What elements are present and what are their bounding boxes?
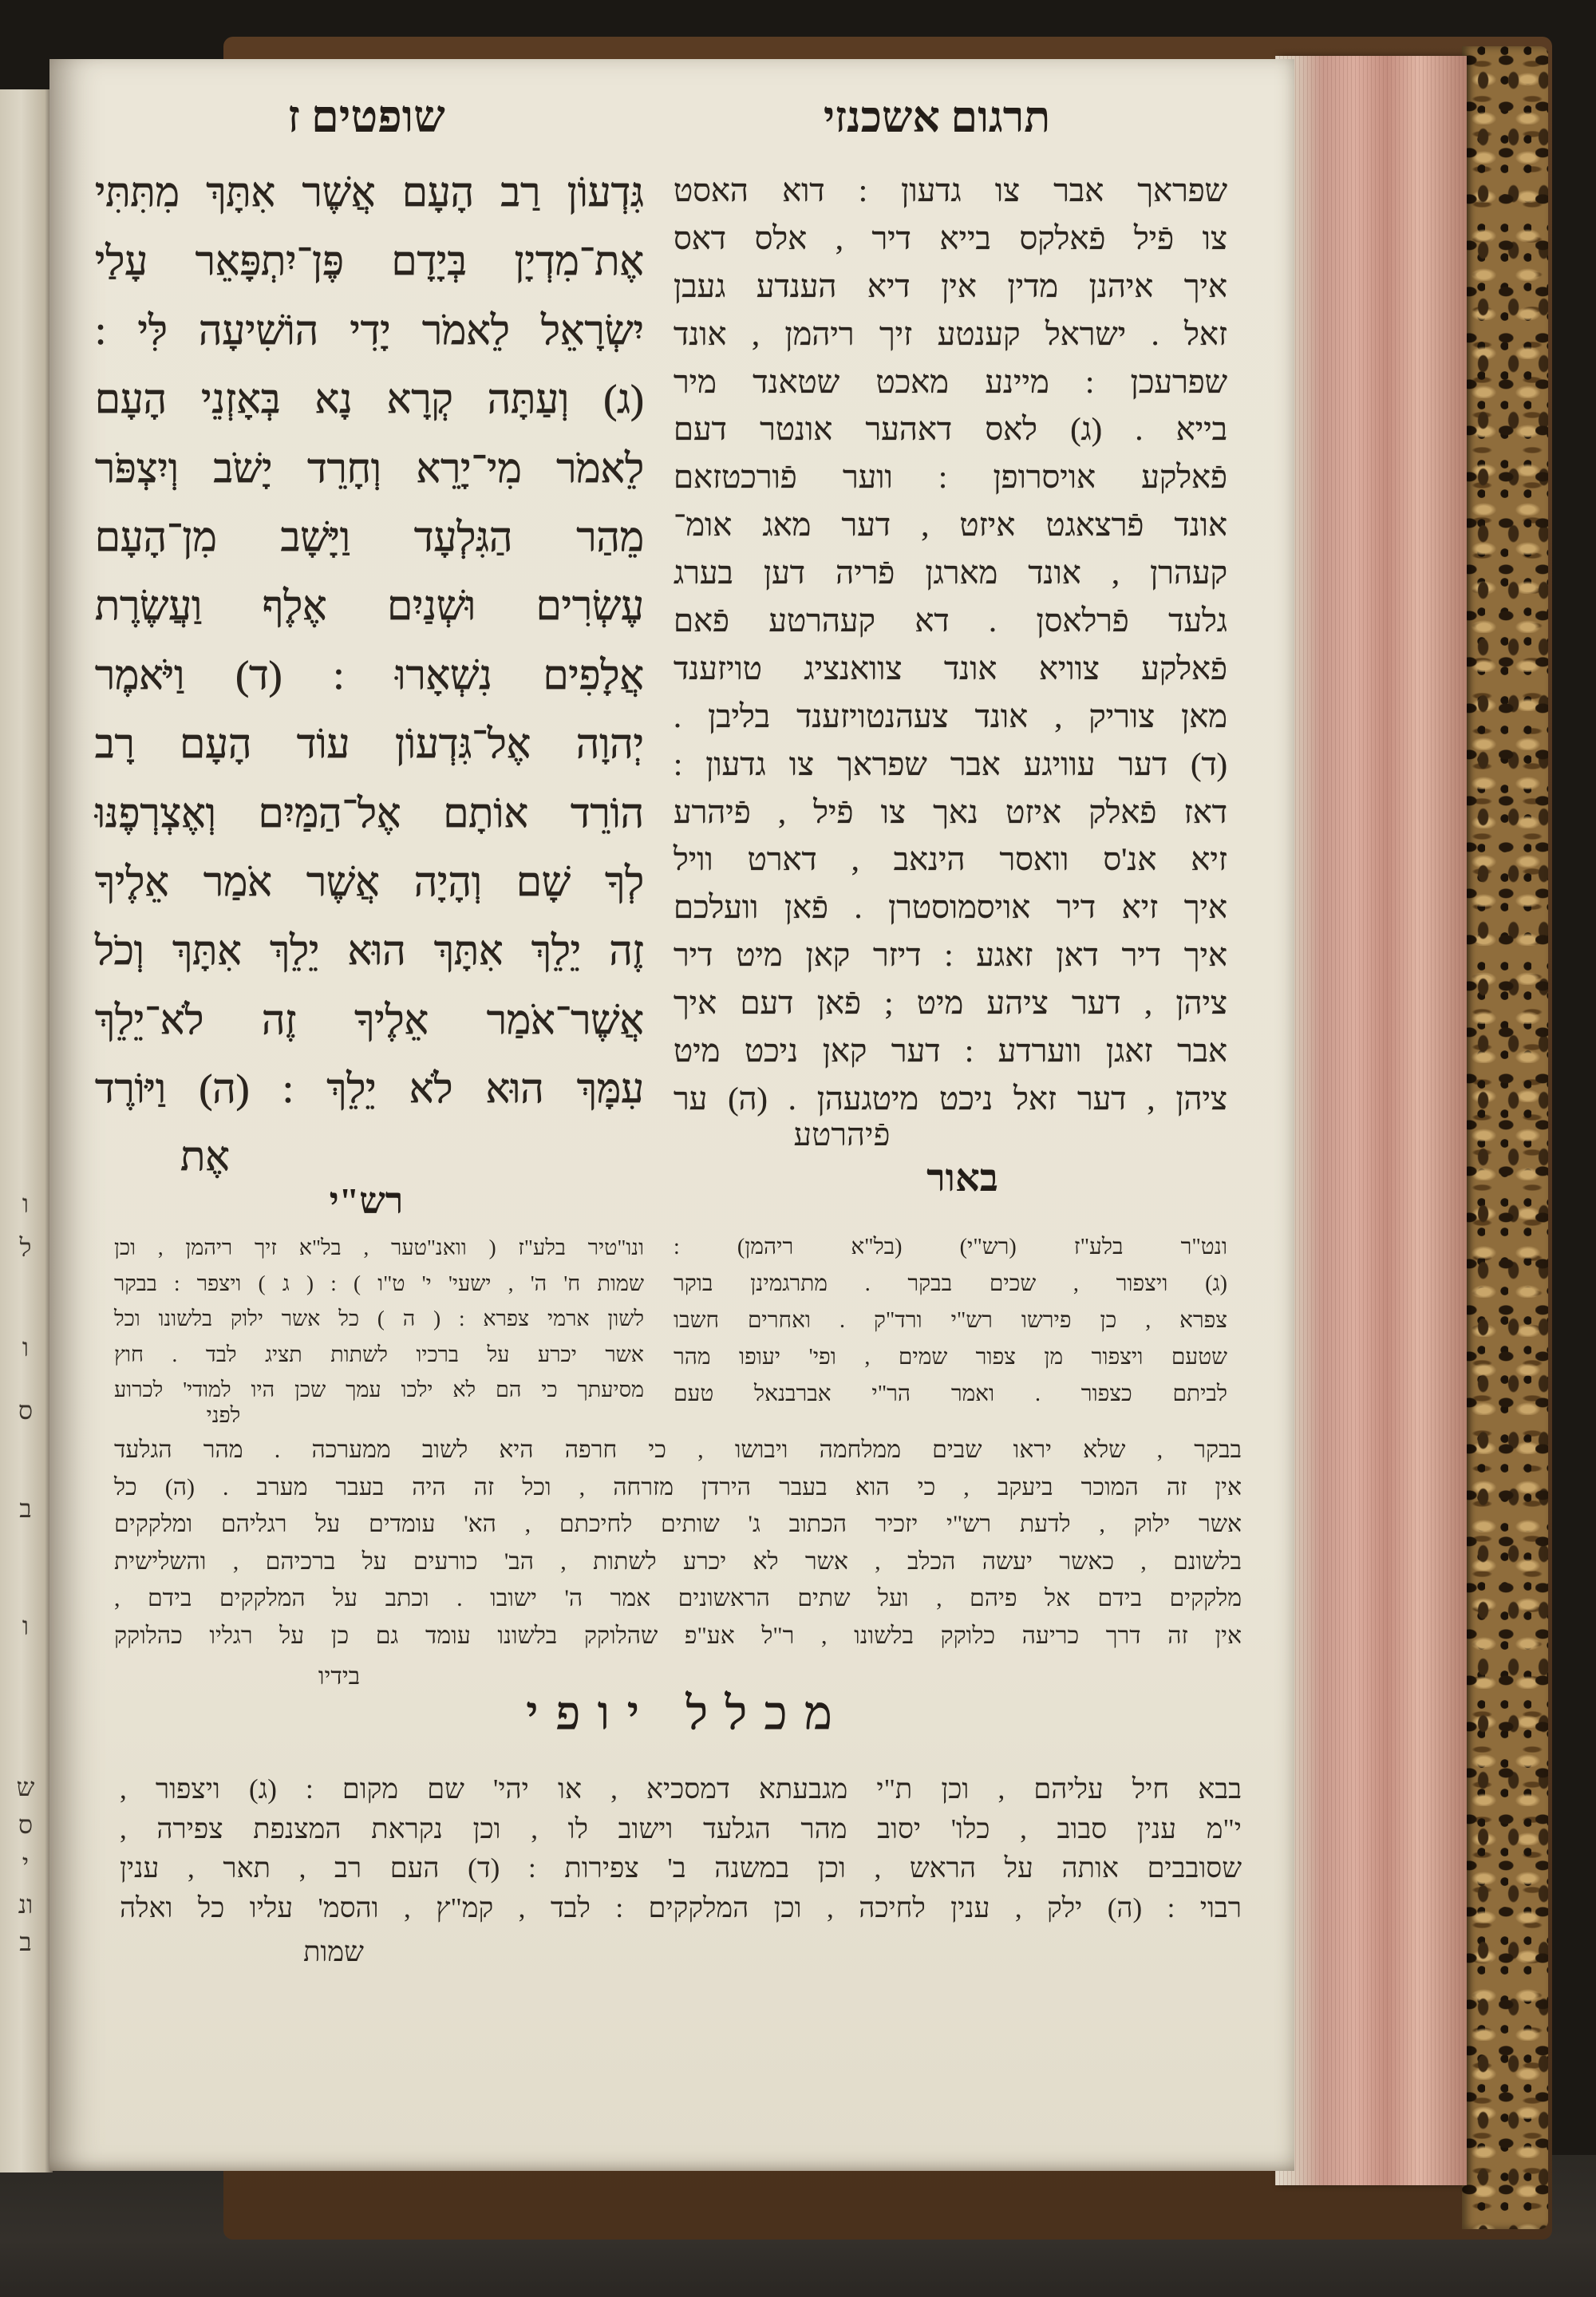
scripture-line: אֲלָפִים נִשְׁאָרוּ : (ד) וַיֹּאמֶר xyxy=(95,653,644,698)
targum-column xyxy=(674,167,1227,1123)
michlal-yofi-line: שסובבים אותה על הראש , וכן במשנה ב' צפירות : (ד) העם רב , תאר , ענין xyxy=(120,1852,1242,1884)
michlal-yofi-catchword: שמות xyxy=(303,1936,364,1967)
page-edges xyxy=(1275,56,1467,2185)
biur-line: מלקקים בידם אל פיהם , ועל שתים הראשונים אמר ה' ישובו . וכתב על המלקקים בידם , xyxy=(114,1585,1242,1612)
scripture-line: הוֹרֵד אוֹתָם אֶל־הַמַּיִם וְאֶצְרְפֶנּוּ xyxy=(95,791,644,836)
rashi-last-line: לפני xyxy=(206,1403,241,1427)
targum-line: איך איהנן מדין אין דיא הענדע געבן xyxy=(674,267,1227,304)
biur-last-line: בידיו xyxy=(318,1663,361,1690)
targum-line: אונד פֿרצאגט איזט , דער מאג אומ־ xyxy=(674,507,1227,544)
scripture-line: לְךָ שָׁם וְהָיָה אֲשֶׁר אֹמַר אֵלֶיךָ xyxy=(95,860,644,905)
biur-line: בבקר , שלא יראו שבים ממלחמה ויבושו , כי חרפה היא לשוב ממערכה . מהר הגלעד xyxy=(114,1437,1242,1463)
targum-line: בייא . (ג) לאס דאהער אונטר דעם xyxy=(674,411,1227,448)
targum-line: פֿאלקע צוויא אונד צוואנציג טויזענד xyxy=(674,650,1227,686)
prev-page-fragment: ש xyxy=(16,1773,35,1801)
prev-page-fragment: ל xyxy=(19,1233,32,1262)
page-header-targum: תרגום אשכנזי xyxy=(823,93,1051,141)
page-header-book: שופטים ז xyxy=(287,93,445,142)
targum-line: קעהרן , אונד מארגן פֿריה דען בערג xyxy=(674,555,1227,591)
scripture-line: גִּדְעוֹן רַב הָעָם אֲשֶׁר אִתָּךְ מִתִּתִּי xyxy=(95,171,644,215)
rashi-line: מסיעתך כי הם לא ילכו עמך שכן היו למודי' לכרוע xyxy=(114,1378,644,1402)
prev-page-fragment: ונ xyxy=(18,1890,34,1919)
rashi-line: ונו"טיר בלע"ז ( וואנ"טער , בל"א זיך ריהמן , וכן xyxy=(114,1235,644,1259)
biur-line: בלשונם , כאשר יעשה הכלב , אשר לא יכרע לשתות , הב' כורעים על ברכיהם , והשלישית xyxy=(114,1548,1242,1575)
targum-line: איך זיא דיר אויסמוסטרן . פֿאן וועלכם xyxy=(674,889,1227,926)
scripture-line: עֶשְׂרִים וּשְׁנַיִם אֶלֶף וַעֲשֶׂרֶת xyxy=(95,584,644,630)
targum-line: איך דיר דאן זאגע : דיזר קאן מיט דיר xyxy=(674,937,1227,974)
targum-line: זאל . ישראל קענטע זיך ריהמן , אונד xyxy=(674,315,1227,352)
rashi-line: שמות ח' ה' , ישעי' י' ט"ו ) : ( ג ) ויצפר : בבקר xyxy=(114,1271,644,1295)
biur-line: צפרא , כן פירשו רש"י ורד"ק . ואחרים חשבו xyxy=(674,1308,1227,1333)
targum-line: דאז פֿאלק איזט נאך צו פֿיל , פֿיהרע xyxy=(674,793,1227,830)
biur-line: (ג) ויצפור , שכים בבקר . מתרגמינן בוקר xyxy=(674,1271,1227,1296)
targum-line: פֿאלקע אויסרופן : ווער פֿורכטזאם xyxy=(674,459,1227,496)
rashi-heading: רש"י xyxy=(329,1180,404,1221)
scripture-line: יִשְׂרָאֵל לֵאמֹר יָדִי הוֹשִׁיעָה לִּי : xyxy=(95,308,644,354)
biur-line: אין זה המוכר ביעקב , כי הוא בעבר הירדן מזרחה , וכל זה היה בעבר מערב . (ה) כל xyxy=(114,1473,1242,1500)
biur-line: אין זה דרך כריעה כלוקק בלשונו , ר"ל אע"פ שהלוקק בלשונו עומד גם כן על רגליו כהלוקק xyxy=(114,1622,1242,1649)
prev-page-fragment: ס xyxy=(18,1396,34,1425)
rashi-line: אשר יכרע על ברכיו לשתות תציג לבד . חוץ xyxy=(114,1342,644,1366)
michlal-yofi-heading: מכלל יופי xyxy=(526,1687,850,1739)
scripture-catchword: אֶת xyxy=(180,1135,230,1180)
biur-line: שטעם ויצפור מן צפור שמים , ופי' יעופו מהר xyxy=(674,1345,1227,1370)
scripture-line: עִמָּךְ הוּא לֹא יֵלֵךְ : (ה) וַיּוֹרֶד xyxy=(95,1067,644,1113)
scripture-line: מֵהַר הַגִּלְעָד וַיָּשָׁב מִן־הָעָם xyxy=(95,515,644,560)
biur-heading: באור xyxy=(926,1157,998,1200)
prev-page-fragment: ס xyxy=(18,1810,34,1839)
targum-line: אבר זאגן ווערדע : דער קאן ניכט מיט xyxy=(674,1033,1227,1069)
targum-line: זיא אנ'ס וואסר הינאב , דארט וויל xyxy=(674,841,1227,878)
biur-line: אשר ילוק , לדעת רש"י יזכיר הכתוב ג' שותים לחיכתם , הא' עומדים על רגליהם ומלקקים xyxy=(114,1511,1242,1538)
targum-line: (ד) דער עוויגע אבר שפראך צו גדעון : xyxy=(674,745,1227,782)
scripture-column xyxy=(95,159,644,1124)
scripture-line: לֵאמֹר מִי־יָרֵא וְחָרֵד יָשֹׁב וְיִצְפֹּר xyxy=(95,446,644,492)
scripture-line: יְהוָה אֶל־גִּדְעוֹן עוֹד הָעָם רָב xyxy=(95,722,644,768)
prev-page-fragment: ו xyxy=(22,1611,30,1640)
biur-line: ונט"ר בלע"ז (רש"י) (בל"א ריהמן) : xyxy=(674,1235,1227,1259)
michlal-yofi-commentary xyxy=(120,1769,1242,1927)
biur-line: לביתם כצפור . ואמר הר"י אברבנאל טעם xyxy=(674,1382,1227,1406)
targum-line: גלעד פֿרלאסן . דא קעהרטע פֿאם xyxy=(674,603,1227,639)
scripture-line: אֲשֶׁר־אֹמַר אֵלֶיךָ זֶה לֹא־יֵלֵךְ xyxy=(95,998,644,1043)
rashi-line: לשון ארמי צפרא : ( ה ) כל אשר ילוק בלשונו וכל xyxy=(114,1307,644,1330)
michlal-yofi-line: רבוי : (ה) ילק , ענין לחיכה , וכן המלקקים : לבד , קמ"ץ , והסמ' עליו כל ואלה xyxy=(120,1892,1242,1923)
targum-line: ציהן , דער זאל ניכט מיטגעהן . (ה) ער xyxy=(674,1080,1227,1117)
biur-commentary-wide xyxy=(114,1432,1242,1655)
prev-page-fragment: ו xyxy=(22,1333,30,1362)
targum-line: ציהן , דער ציהע מיט ; פֿאן דעם איך xyxy=(674,985,1227,1022)
scripture-line: אֶת־מִדְיָן בְּיָדָם פֶּן־יִתְפָּאֵר עָלַי xyxy=(95,239,644,285)
scripture-line: זֶה יֵלֵךְ אִתָּךְ הוּא יֵלֵךְ אִתָּךְ וְכֹל xyxy=(95,929,644,975)
rashi-commentary xyxy=(114,1230,644,1408)
targum-line: שפרעכן : מיינע מאכט שטאנד מיר xyxy=(674,363,1227,400)
prev-page-fragment: ב xyxy=(19,1927,32,1956)
targum-line: שפראך אבר צו גדעון : דוא האסט xyxy=(674,172,1227,208)
michlal-yofi-line: בבא חיל עליהם , וכן ת"י מגבעתא דמסכיא , או יהי' שם מקום : (ג) ויצפור , xyxy=(120,1773,1242,1805)
scripture-line: (ג) וְעַתָּה קְרָא נָא בְּאָזְנֵי הָעָם xyxy=(95,378,644,423)
michlal-yofi-line: י"מ ענין סבוב , כלו' יסוב מהר הגלעד וישוב לו , וכן נקראת המצנפת צפירה , xyxy=(120,1813,1242,1844)
prev-page-fragment: י xyxy=(22,1848,30,1877)
prev-page-fragment: ו xyxy=(22,1189,30,1218)
targum-line: מאן צוריק , אונד צעהנטויזענד בליבן . xyxy=(674,698,1227,734)
targum-catchword: פֿיהרטע xyxy=(793,1117,891,1152)
prev-page-fragment: ב xyxy=(19,1494,32,1523)
biur-commentary-column xyxy=(674,1229,1227,1413)
marbled-cover-edge xyxy=(1462,46,1548,2229)
targum-line: צו פֿיל פֿאלקס בייא דיר , אלס דאס xyxy=(674,219,1227,256)
